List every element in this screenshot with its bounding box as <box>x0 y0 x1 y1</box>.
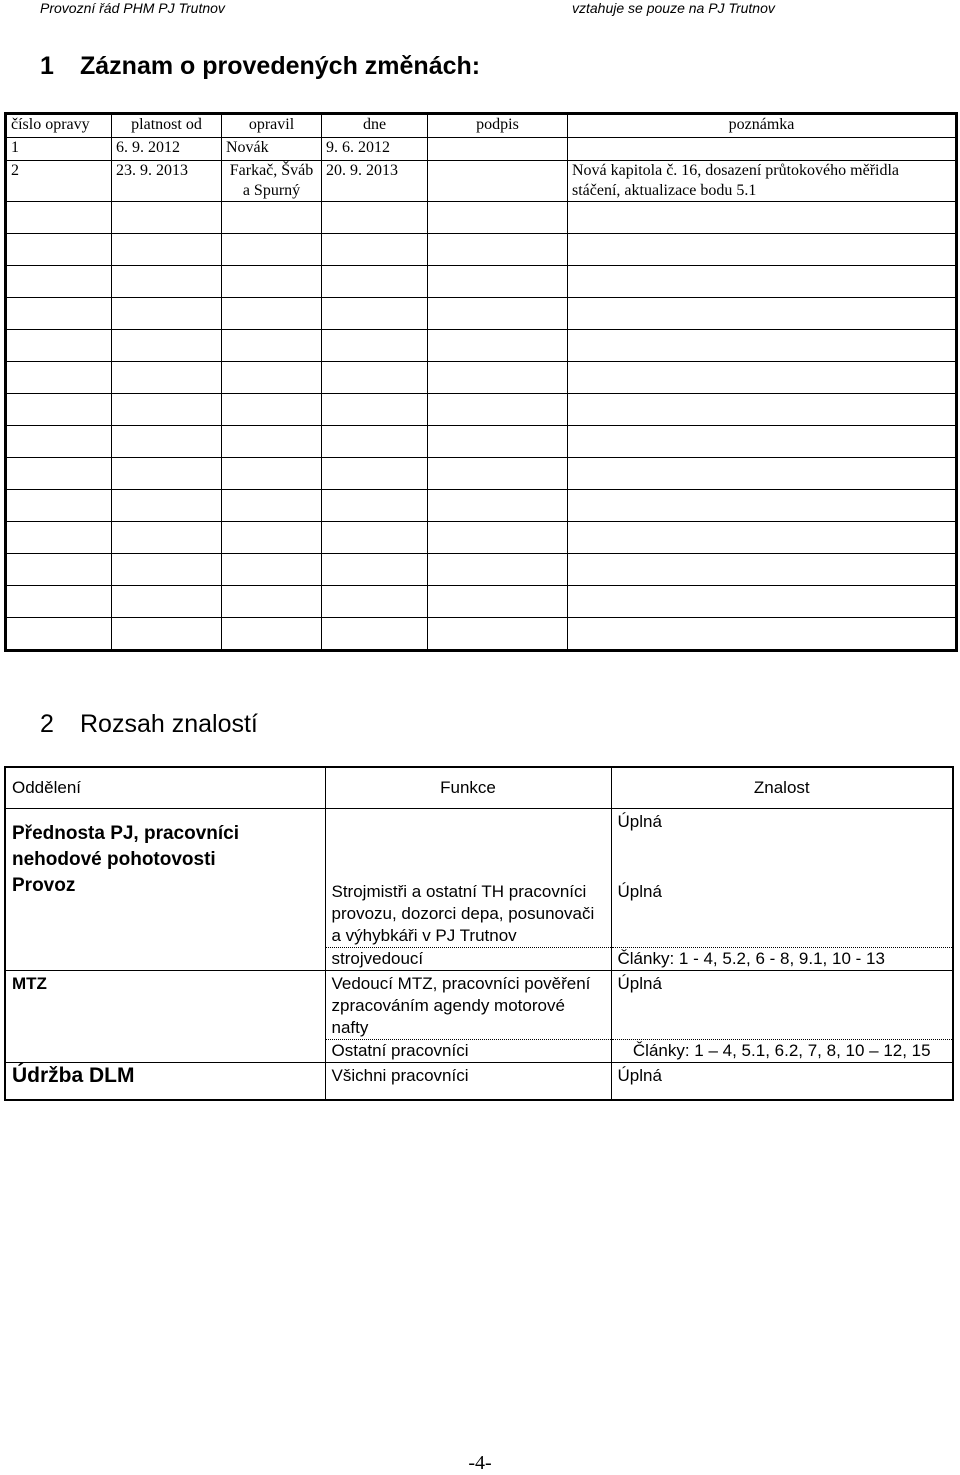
table-row <box>6 138 957 161</box>
empty-row <box>6 618 957 651</box>
empty-row <box>6 330 957 362</box>
empty-row <box>6 298 957 330</box>
table-row <box>5 873 953 948</box>
cell-opravil: Novák <box>222 138 322 161</box>
empty-row <box>6 490 957 522</box>
cell-dept: Údržba DLM <box>5 1063 325 1101</box>
cell-know: Úplná <box>611 873 953 948</box>
cell-cislo: 1 <box>6 138 112 161</box>
empty-row <box>6 362 957 394</box>
cell-dept: Přednosta PJ, pracovníci nehodové pohotovosti <box>5 809 325 874</box>
empty-row <box>6 394 957 426</box>
col-header-cislo: číslo opravy <box>6 114 112 138</box>
page-number: -4- <box>468 1452 492 1474</box>
cell-platnost: 23. 9. 2013 <box>112 161 222 202</box>
knowledge-table <box>4 766 954 1101</box>
section1-number: 1 <box>40 52 54 80</box>
empty-row <box>6 426 957 458</box>
section2-number: 2 <box>40 710 54 738</box>
col-header-funkce: Funkce <box>325 767 611 809</box>
cell-func: Strojmistři a ostatní TH pracovníci provozu, dozorci depa, posunovači a výhybkáři v PJ Trutnov <box>325 873 611 948</box>
col-header-poznamka: poznámka <box>568 114 957 138</box>
section2-heading <box>40 710 258 739</box>
changes-table <box>4 112 958 652</box>
cell-podpis <box>428 138 568 161</box>
section1-title: Záznam o provedených změnách: <box>80 52 481 80</box>
cell-opravil: Farkač, Šváb a Spurný <box>222 161 322 202</box>
cell-dne: 9. 6. 2012 <box>322 138 428 161</box>
cell-know: Články: 1 – 4, 5.1, 6.2, 7, 8, 10 – 12, 15 <box>611 1040 953 1063</box>
table-row <box>6 161 957 202</box>
col-header-platnost: platnost od <box>112 114 222 138</box>
empty-row <box>6 234 957 266</box>
knowledge-header-row <box>5 767 953 809</box>
cell-poznamka <box>568 138 957 161</box>
empty-row <box>6 266 957 298</box>
cell-func: Vedoucí MTZ, pracovníci pověření zpracováním agendy motorové nafty <box>325 971 611 1040</box>
table-row <box>5 809 953 874</box>
cell-know: Články: 1 - 4, 5.2, 6 - 8, 9.1, 10 - 13 <box>611 948 953 971</box>
col-header-opravil: opravil <box>222 114 322 138</box>
section2-title: Rozsah znalostí <box>80 710 258 738</box>
cell-know: Úplná <box>611 809 953 874</box>
cell-know: Úplná <box>611 1063 953 1101</box>
col-header-znalost: Znalost <box>611 767 953 809</box>
table-row <box>5 1063 953 1101</box>
section1-heading <box>40 52 480 81</box>
cell-func: strojvedoucí <box>325 948 611 971</box>
cell-cislo: 2 <box>6 161 112 202</box>
header-left: Provozní řád PHM PJ Trutnov <box>40 0 225 16</box>
cell-dept: Provoz <box>5 873 325 971</box>
cell-dept: MTZ <box>5 971 325 1063</box>
cell-podpis <box>428 161 568 202</box>
table-row <box>5 971 953 1040</box>
empty-row <box>6 522 957 554</box>
col-header-podpis: podpis <box>428 114 568 138</box>
cell-func: Všichni pracovníci <box>325 1063 611 1101</box>
col-header-dne: dne <box>322 114 428 138</box>
header-right: vztahuje se pouze na PJ Trutnov <box>572 0 775 16</box>
cell-poznamka: Nová kapitola č. 16, dosazení průtokového měřidla stáčení, aktualizace bodu 5.1 <box>568 161 957 202</box>
col-header-oddeleni: Oddělení <box>5 767 325 809</box>
cell-func: Ostatní pracovníci <box>325 1040 611 1063</box>
cell-know: Úplná <box>611 971 953 1040</box>
empty-row <box>6 554 957 586</box>
empty-row <box>6 202 957 234</box>
cell-dne: 20. 9. 2013 <box>322 161 428 202</box>
cell-platnost: 6. 9. 2012 <box>112 138 222 161</box>
empty-row <box>6 586 957 618</box>
cell-func <box>325 809 611 874</box>
empty-row <box>6 458 957 490</box>
changes-header-row <box>6 114 957 138</box>
